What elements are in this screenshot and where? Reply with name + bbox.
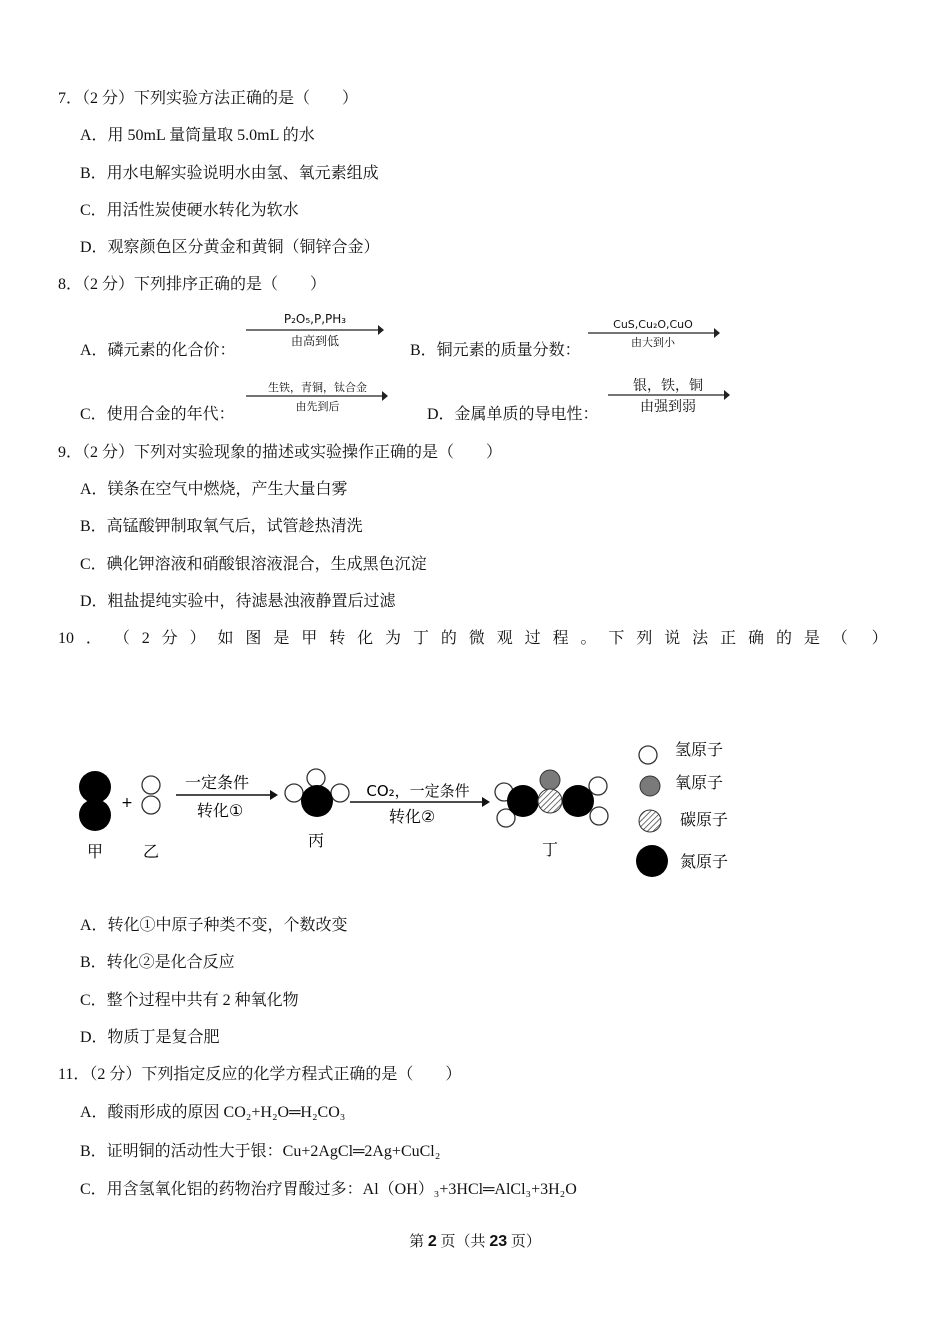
q10-stem-char: 法 [692,630,709,647]
q10-stem-char: 过 [524,630,541,647]
legend-hydrogen-swatch [639,746,657,764]
q8-d-arrow-bottom: 由强到弱 [640,399,696,415]
cond1-label: 一定条件 [184,773,250,792]
q10-stem-char: 说 [664,630,681,647]
q10-stem-char: 。 [580,630,597,647]
legend [636,740,728,877]
q10-stem-char: 是 [803,630,820,647]
label-jia: 甲 [86,842,104,861]
molecule-yi [142,776,160,814]
q8-a-arrow-bottom: 由高到低 [290,334,339,348]
q8-b-arrow-top: CuS,Cu₂O,CuO [613,318,693,331]
q10-stem-char: ） [871,630,888,647]
q11-option-c: C．用含氢氧化铝的药物治疗胃酸过多：Al（OH）₃+3HCl═AlCl₃+3H₂O [80,1181,577,1198]
q9-option-c: C．碘化钾溶液和硝酸银溶液混合，生成黑色沉淀 [80,556,427,573]
legend-nitrogen: 氮原子 [680,852,729,871]
q7-option-a: A．用 50mL 量筒量取 5.0mL 的水 [80,127,315,144]
legend-oxygen-swatch [640,776,660,796]
footer-mid: 页（共 [436,1234,490,1250]
footer-pre: 第 [409,1234,428,1250]
q10-reaction-diagram [70,735,750,885]
step2-label: 转化② [388,807,436,826]
q7-option-d: D．观察颜色区分黄金和黄铜（铜锌合金） [80,239,380,256]
q10-stem-char: 的 [440,630,457,647]
q8-c-arrow-bottom: 由先到后 [295,400,340,413]
q8-option-a: A．磷元素的化合价： [80,342,236,359]
q9-option-b: B．高锰酸钾制取氧气后，试管趁热清洗 [80,518,363,535]
legend-nitrogen-swatch [636,845,668,877]
q9-option-a: A．镁条在空气中燃烧，产生大量白雾 [80,481,348,498]
q10-stem-char: 正 [720,630,737,647]
molecule-ding [495,770,608,827]
label-ding: 丁 [541,840,559,859]
q7-option-b: B．用水电解实验说明水由氢、氧元素组成 [80,165,379,182]
legend-oxygen: 氧原子 [675,773,724,792]
step1-label: 转化① [196,801,244,820]
q10-stem-char: ） [189,630,206,647]
q10-stem-char: ． [85,630,102,647]
q10-option-d: D．物质丁是复合肥 [80,1029,220,1046]
q10-stem-char: 丁 [412,630,429,647]
q8-d-arrow-top: 银，铁，铜 [633,378,703,394]
q10-stem-char: 是 [273,630,290,647]
q10-stem-char: 转 [329,630,346,647]
q10-stem [58,629,888,649]
q8-option-b: B．铜元素的质量分数： [410,342,581,359]
q8-b-arrow-bottom: 由大到小 [631,336,675,349]
q10-stem-char: 程 [552,630,569,647]
legend-carbon-swatch [639,810,661,832]
q10-stem-char: 化 [357,630,374,647]
q10-stem-char: 甲 [301,630,318,647]
q7-option-c: C．用活性炭使硬水转化为软水 [80,202,299,219]
footer-page-number: 2 [427,1233,437,1250]
q10-stem-char: 如 [217,630,234,647]
q10-stem-char: 微 [468,630,485,647]
q10-stem-char: （ [113,630,130,647]
label-yi: 乙 [142,842,160,861]
legend-hydrogen: 氢原子 [675,740,724,759]
q8-a-arrow-top: P₂O₅,P,PH₃ [283,312,347,326]
cond2-label: CO₂，一定条件 [366,782,470,800]
molecule-jia [79,771,111,831]
q10-option-a: A．转化①中原子种类不变，个数改变 [80,917,348,934]
plus-sign: + [121,795,133,811]
footer-post: 页） [507,1234,541,1250]
q10-stem-char: 列 [636,630,653,647]
q10-stem-char: 观 [496,630,513,647]
q10-stem-char: （ [831,630,848,647]
legend-carbon: 碳原子 [680,810,729,829]
footer-total-pages: 23 [489,1233,508,1250]
q11-option-a: A．酸雨形成的原因 CO₂+H₂O═H₂CO₃ [80,1104,346,1121]
q8-option-c: C．使用合金的年代： [80,406,235,423]
q11-option-b: B．证明铜的活动性大于银：Cu+2AgCl═2Ag+CuCl₂ [80,1143,441,1160]
q9-stem: 9．（2 分）下列对实验现象的描述或实验操作正确的是（ ） [58,444,503,461]
q10-stem-char: 2 [141,630,150,647]
q10-option-c: C．整个过程中共有 2 种氧化物 [80,992,299,1009]
molecule-bing [285,769,349,817]
page-footer [0,1230,950,1251]
q10-stem-char: 为 [385,630,402,647]
q10-stem-char: 图 [245,630,262,647]
q10-stem-char: 的 [775,630,792,647]
q10-stem-char: 下 [608,630,625,647]
q10-stem-char: 确 [748,630,765,647]
q10-option-b: B．转化②是化合反应 [80,954,235,971]
q11-stem: 11．（2 分）下列指定反应的化学方程式正确的是（ ） [58,1066,462,1083]
q9-option-d: D．粗盐提纯实验中，待滤悬浊液静置后过滤 [80,593,396,610]
q8-option-d: D．金属单质的导电性： [427,406,599,423]
q8-c-arrow-top: 生铁，青铜，钛合金 [268,381,367,394]
label-bing: 丙 [307,831,325,850]
q10-stem-char: 10 [58,630,74,647]
q10-stem-char: 分 [161,630,178,647]
q8-stem: 8．（2 分）下列排序正确的是（ ） [58,276,327,293]
q7-stem: 7．（2 分）下列实验方法正确的是（ ） [58,90,359,107]
